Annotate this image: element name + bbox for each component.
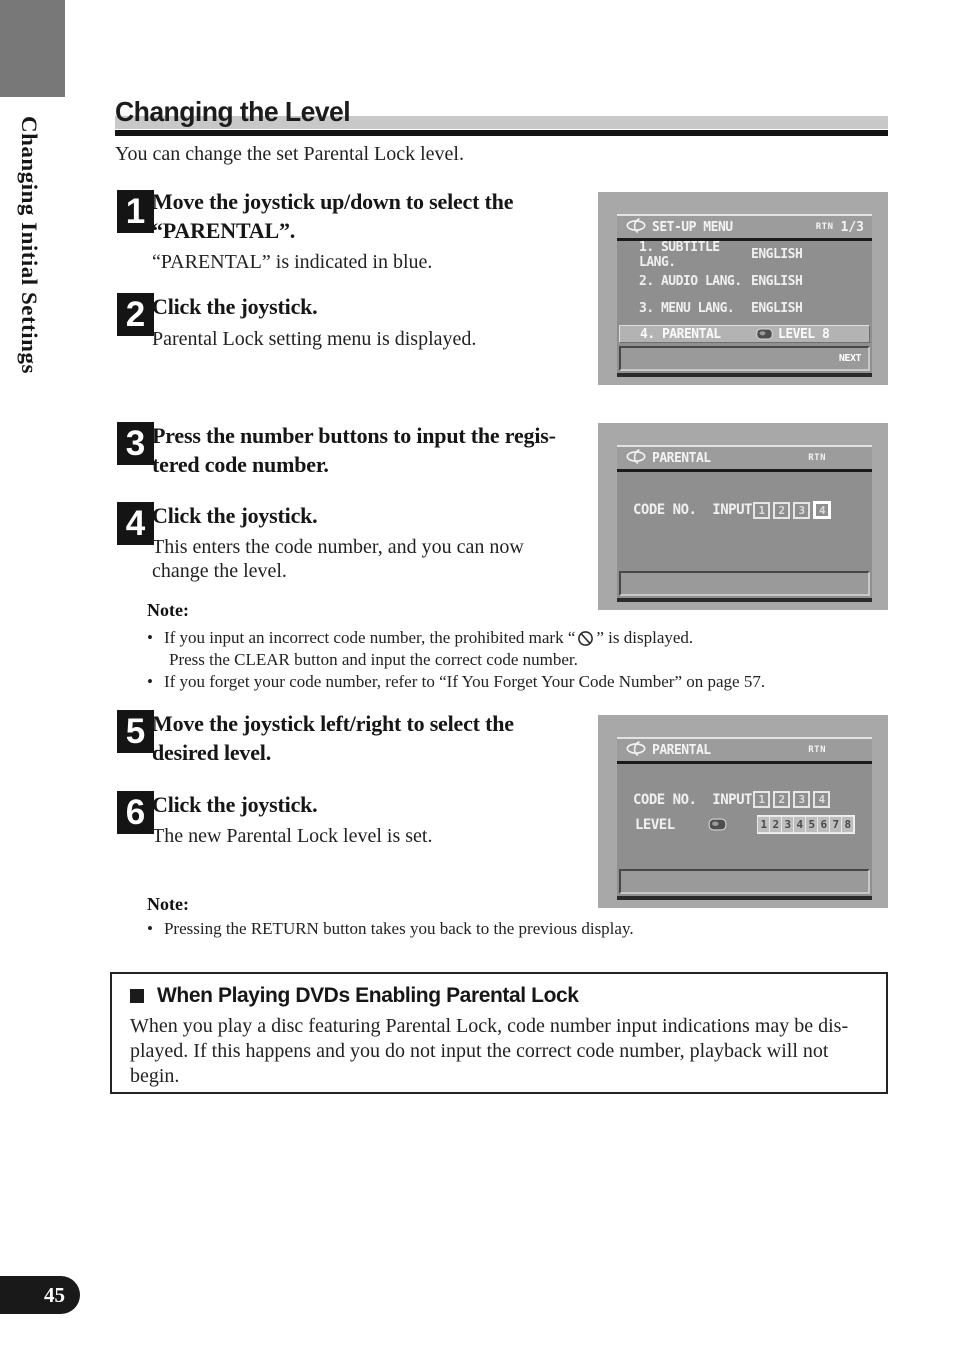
bullet-dot <box>147 919 164 938</box>
disc-icon <box>625 741 647 760</box>
step-2-heading <box>152 292 317 321</box>
menu-item-label: 2. AUDIO LANG. <box>639 274 742 289</box>
screen-footer-bar <box>619 571 870 596</box>
rtn-label: RTN <box>808 745 826 755</box>
intro-text: You can change the set Parental Lock level. <box>115 143 464 165</box>
info-box <box>110 972 888 1094</box>
note-label: Note: <box>147 894 189 914</box>
note-bullet-1-line-2: Press the CLEAR button and input the correct code number. <box>169 650 578 669</box>
step-5-heading <box>152 709 514 767</box>
note-text: If you input an incorrect code number, the prohibited mark “ <box>163 628 576 647</box>
menu-item-value: LEVEL 8 <box>778 326 830 342</box>
level-strip <box>757 815 855 834</box>
rtn-label: RTN <box>808 453 826 463</box>
step-heading-line: “PARENTAL”. <box>152 218 296 243</box>
info-box-body <box>130 1014 848 1089</box>
info-box-heading <box>130 984 579 1008</box>
screen-header <box>617 447 872 472</box>
note-text: If you forget your code number, refer to “If You Forget Your Code Number” on page 57. <box>163 672 766 691</box>
step-5-badge: 5 <box>117 710 154 753</box>
key-icon <box>756 328 773 340</box>
bullet-dot <box>147 672 164 691</box>
step-heading-line: Move the joystick left/right to select the <box>152 711 514 736</box>
code-digit-box: 1 <box>753 791 770 808</box>
level-cell: 7 <box>829 816 842 833</box>
step-heading-line: tered code number. <box>152 452 329 477</box>
rtn-label: RTN <box>815 222 834 232</box>
screenshot-setup-menu <box>598 192 888 385</box>
info-box-body-line: begin. <box>130 1065 180 1087</box>
code-input-row <box>617 501 872 519</box>
step-heading-line: Click the joystick. <box>152 294 318 319</box>
page-number-pill <box>0 1276 80 1314</box>
level-cell: 4 <box>793 816 806 833</box>
step-4-body <box>152 535 524 583</box>
info-box-body-line: played. If this happens and you do not input the correct code number, playback will not <box>130 1040 829 1062</box>
code-digit-box: 4 <box>813 791 830 808</box>
screen-title: PARENTAL <box>652 742 711 758</box>
menu-item-label: 1. SUBTITLE LANG. <box>639 239 720 270</box>
screen-header <box>617 216 872 241</box>
code-digit-box-highlighted: 4 <box>813 501 831 519</box>
step-heading-line: desired level. <box>152 740 271 765</box>
menu-item-value: ENGLISH <box>751 247 803 262</box>
page-number: 45 <box>44 1282 65 1307</box>
screen-body <box>617 764 872 896</box>
key-icon <box>708 818 727 831</box>
menu-item-value: ENGLISH <box>751 301 803 316</box>
note-bullet-2 <box>147 671 765 692</box>
screen-title: SET-UP MENU <box>652 219 733 235</box>
step-heading-line: Move the joystick up/down to select the <box>152 189 514 214</box>
menu-row-audio-lang <box>617 268 872 295</box>
sidebar-section-label: Changing Initial Settings <box>16 116 41 374</box>
level-select-row <box>617 815 872 834</box>
step-3-badge: 3 <box>117 422 154 465</box>
step-1-badge: 1 <box>117 190 154 233</box>
code-digit-box: 3 <box>793 502 810 519</box>
level-cell: 3 <box>781 816 794 833</box>
screen-footer-bar <box>619 346 870 371</box>
step-heading-line: Press the number buttons to input the regis- <box>152 423 556 448</box>
next-label: NEXT <box>838 353 861 364</box>
info-box-body-line: When you play a disc featuring Parental Lock, code number input indications may be dis- <box>130 1015 849 1037</box>
note-text: ” is displayed. <box>596 628 694 647</box>
screen-body <box>617 241 872 373</box>
step-2-badge: 2 <box>117 293 154 336</box>
osd-screen <box>617 445 872 602</box>
section-corner-tab <box>0 0 65 97</box>
code-digit-box: 1 <box>753 502 770 519</box>
level-label: LEVEL <box>635 816 675 833</box>
step-6-heading <box>152 790 317 819</box>
screenshot-parental-code <box>598 423 888 610</box>
step-heading-line: Click the joystick. <box>152 503 318 528</box>
prohibited-mark-icon <box>577 630 594 652</box>
page-indicator: 1/3 <box>840 219 864 235</box>
code-input-label: CODE NO. INPUT <box>633 791 752 808</box>
screen-title: PARENTAL <box>652 450 711 466</box>
info-box-heading-text: When Playing DVDs Enabling Parental Lock <box>157 984 579 1007</box>
disc-icon <box>625 218 647 237</box>
menu-row-subtitle-lang <box>617 241 872 268</box>
page-title: Changing the Level <box>115 96 351 127</box>
osd-screen <box>617 214 872 377</box>
disc-icon <box>625 449 647 468</box>
step-body-line: change the level. <box>152 560 287 582</box>
step-4-heading <box>152 501 317 530</box>
step-1-heading <box>152 187 513 245</box>
square-bullet-icon <box>130 989 144 1003</box>
osd-screen <box>617 737 872 900</box>
level-cell: 2 <box>769 816 782 833</box>
step-4-badge: 4 <box>117 502 154 545</box>
screen-body <box>617 472 872 598</box>
screen-header <box>617 739 872 764</box>
step-6-body: The new Parental Lock level is set. <box>152 825 433 847</box>
menu-item-label: 3. MENU LANG. <box>639 301 735 316</box>
menu-item-value: ENGLISH <box>751 274 803 289</box>
step-6-badge: 6 <box>117 791 154 834</box>
level-cell: 5 <box>805 816 818 833</box>
code-digit-box: 3 <box>793 791 810 808</box>
step-body-line: This enters the code number, and you can now <box>152 536 524 558</box>
level-cell: 6 <box>817 816 830 833</box>
menu-item-label: 4. PARENTAL <box>640 326 721 342</box>
step-3-heading <box>152 421 556 479</box>
note-bullet <box>147 918 634 939</box>
note-text: Pressing the RETURN button takes you back to the previous display. <box>163 919 634 938</box>
step-1-body: “PARENTAL” is indicated in blue. <box>152 251 433 273</box>
menu-row-menu-lang <box>617 295 872 322</box>
screenshot-parental-level <box>598 715 888 908</box>
code-digit-box: 2 <box>773 791 790 808</box>
title-rule <box>115 130 888 136</box>
step-heading-line: Click the joystick. <box>152 792 318 817</box>
note-label: Note: <box>147 600 189 620</box>
level-cell: 1 <box>757 816 770 833</box>
level-cell: 8 <box>841 816 854 833</box>
code-digit-box: 2 <box>773 502 790 519</box>
menu-row-parental-selected <box>619 325 870 343</box>
code-input-row <box>617 791 872 808</box>
bullet-dot <box>147 628 164 647</box>
step-2-body: Parental Lock setting menu is displayed. <box>152 328 477 350</box>
screen-footer-bar <box>619 869 870 894</box>
code-input-label: CODE NO. INPUT <box>633 502 752 518</box>
